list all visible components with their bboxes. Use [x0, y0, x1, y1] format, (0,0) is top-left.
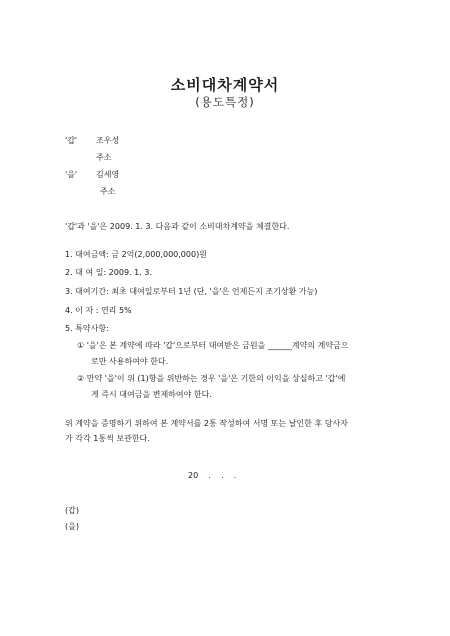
document-title: 소비대차계약서 [170, 76, 280, 94]
signature-party-b: (을) [65, 522, 79, 531]
term-period: 3. 대여기간: 최초 대여일로부터 1년 (단, '을'은 언제든지 조기상환 가능) [65, 287, 318, 296]
term-amount: 1. 대여금액: 금 2억(2,000,000,000)원 [65, 250, 207, 259]
party-b-name: 김세영 [96, 170, 120, 179]
party-a-label: '갑' [65, 136, 78, 145]
special-clause-2-line1: ② 만약 '을'이 위 (1)항을 위반하는 경우 '을'은 기한의 이익을 상실하고 '갑'에 [77, 374, 346, 383]
intro-text: '갑'과 '을'은 2009. 1. 3. 다음과 같이 소비대차계약을 체결한다. [65, 222, 290, 231]
signature-party-a: (갑) [65, 506, 79, 515]
term-interest: 4. 이 자 : 연리 5% [65, 306, 132, 315]
term-date: 2. 대 여 일: 2009. 1. 3. [65, 268, 152, 277]
closing-line2: 가 각각 1통씩 보관한다. [65, 434, 150, 443]
special-clause-1-line2: 로만 사용하여야 한다. [91, 357, 169, 366]
special-clause-2-line2: 게 즉시 대여금을 변제하여야 한다. [91, 390, 212, 399]
document-subtitle: (용도특정) [195, 95, 255, 109]
party-b-address: 주소 [100, 187, 116, 196]
signing-date: 20 . . . [188, 471, 237, 480]
party-b-label: '을' [65, 170, 78, 179]
party-a-address: 주소 [96, 153, 112, 162]
special-clause-1-line1: ① '을'은 본 계약에 따라 '갑'으로부터 대여받은 금원을 ______계약의 계약금으 [77, 341, 349, 350]
term-special: 5. 특약사항: [65, 324, 109, 333]
closing-line1: 위 계약을 증명하기 위하여 본 계약서를 2통 작성하여 서명 또는 날인한 후 당사자 [65, 419, 348, 428]
party-a-name: 조우성 [96, 136, 120, 145]
